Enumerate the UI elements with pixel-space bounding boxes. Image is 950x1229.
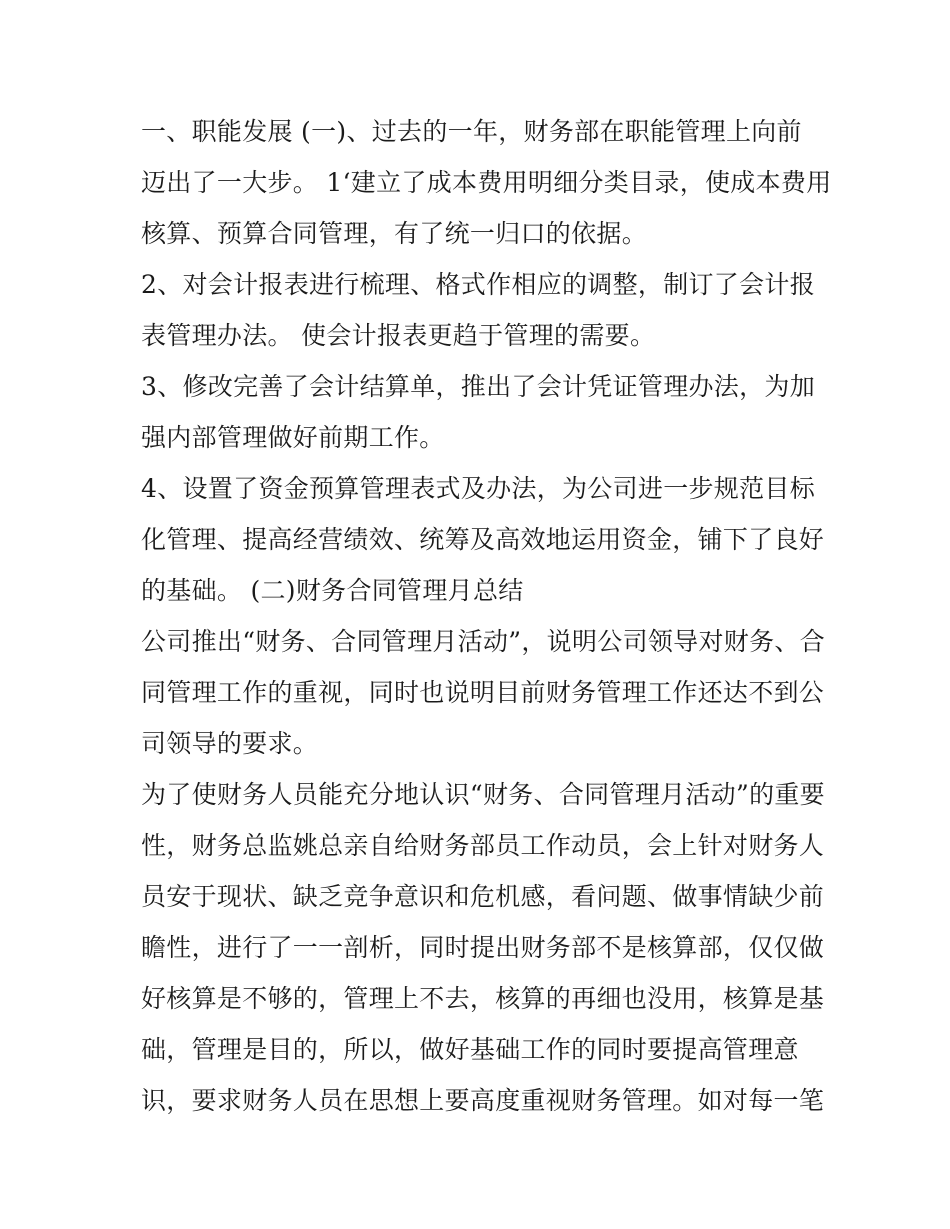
text-line: 性，财务总监姚总亲自给财务部员工作动员，会上针对财务人: [141, 831, 825, 860]
text-line: 3、修改完善了会计结算单，推出了会计凭证管理办法，为加: [141, 372, 816, 401]
text-line: 4、设置了资金预算管理表式及办法，为公司进一步规范目标: [141, 474, 816, 503]
text-line: 同管理工作的重视，同时也说明目前财务管理工作还达不到公: [141, 678, 825, 707]
text-line: 一、职能发展 (一)、过去的一年，财务部在职能管理上向前: [141, 117, 802, 146]
text-line: 员安于现状、缺乏竞争意识和危机感，看问题、做事情缺少前: [141, 882, 825, 911]
text-line: 迈出了一大步。 1‘建立了成本费用明细分类目录，使成本费用: [141, 168, 832, 197]
text-line: 识，要求财务人员在思想上要高度重视财务管理。如对每一笔: [141, 1086, 825, 1115]
text-line: 好核算是不够的，管理上不去，核算的再细也没用，核算是基: [141, 984, 825, 1013]
body-text: [141, 106, 832, 1126]
text-line: 为了使财务人员能充分地认识“财务、合同管理月活动”的重要: [141, 780, 825, 809]
text-line: 强内部管理做好前期工作。: [141, 423, 445, 452]
text-line: 表管理办法。 使会计报表更趋于管理的需要。: [141, 321, 656, 350]
text-line: 司领导的要求。: [141, 729, 319, 758]
text-line: 核算、预算合同管理，有了统一归口的依据。: [141, 219, 648, 248]
text-line: 2、对会计报表进行梳理、格式作相应的调整，制订了会计报: [141, 270, 816, 299]
text-line: 础，管理是目的，所以，做好基础工作的同时要提高管理意: [141, 1035, 799, 1064]
text-line: 瞻性，进行了一一剖析，同时提出财务部不是核算部，仅仅做: [141, 933, 825, 962]
text-line: 的基础。 (二)财务合同管理月总结: [141, 576, 524, 605]
text-line: 公司推出“财务、合同管理月活动”，说明公司领导对财务、合: [141, 627, 825, 656]
text-line: 化管理、提高经营绩效、统筹及高效地运用资金，铺下了良好: [141, 525, 825, 554]
